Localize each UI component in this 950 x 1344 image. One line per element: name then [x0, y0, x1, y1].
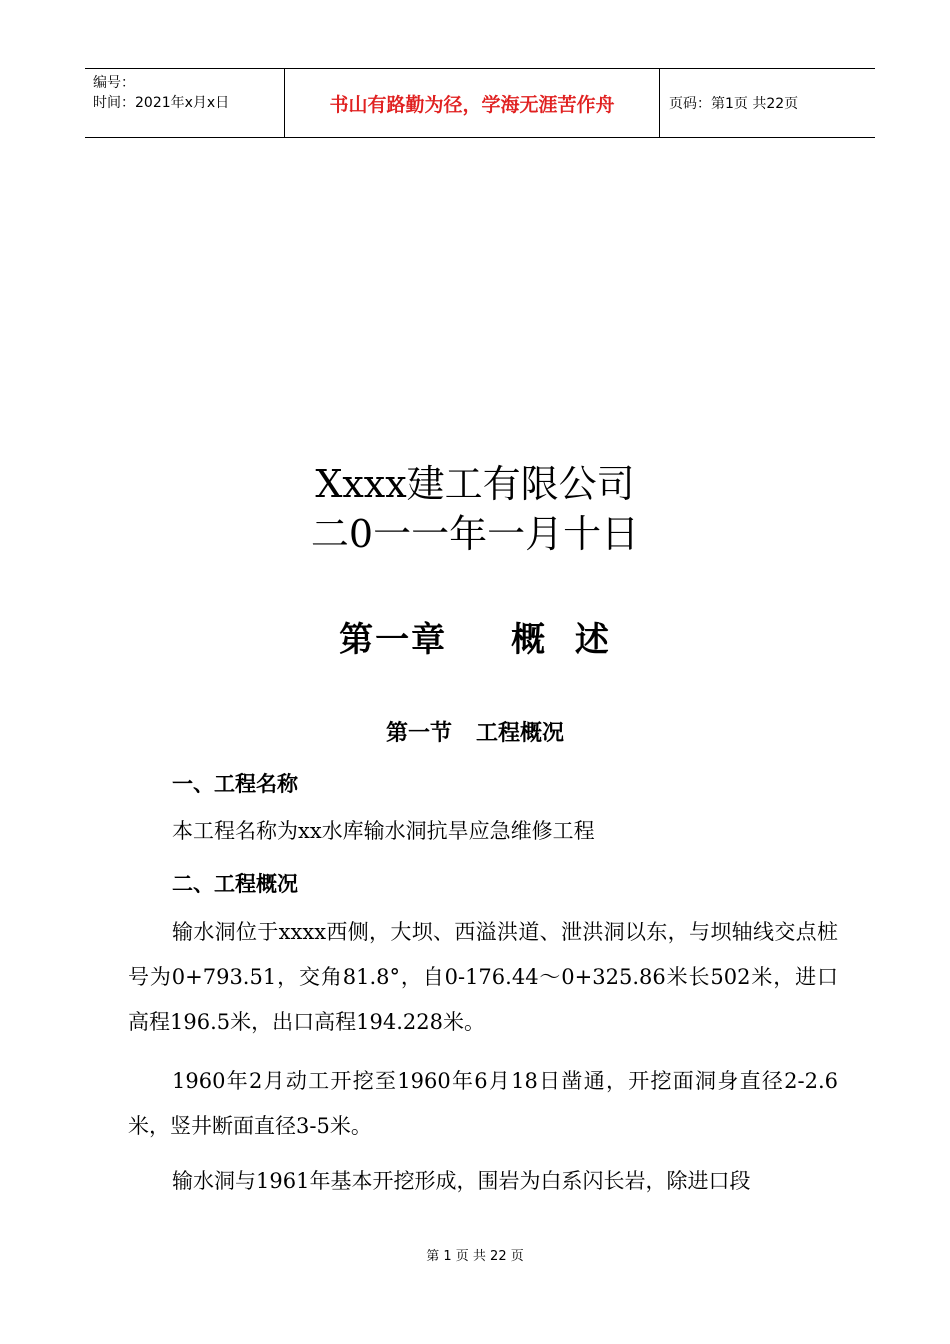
- chapter-number: 第一章: [339, 620, 448, 660]
- cover-date: 二0一一年一月十日: [310, 512, 640, 556]
- section-title: 工程概况: [476, 721, 565, 746]
- heading-project-overview: 二、工程概况: [172, 872, 298, 896]
- page-header: [85, 68, 875, 138]
- page-footer: 第 1 页 共 22 页: [426, 1249, 524, 1264]
- header-page-info: 页码：第1页 共22页: [669, 96, 799, 112]
- section-number: 第一节: [385, 721, 452, 746]
- paragraph-project-name: 本工程名称为xx水库输水洞抗旱应急维修工程: [172, 819, 595, 843]
- heading-project-name: 一、工程名称: [172, 772, 298, 796]
- paragraph-overview-1: 输水洞位于xxxx西侧，大坝、西溢洪道、泄洪洞以东，与坝轴线交点桩号为0+793.51，交角81.8°，自0-176.44～0+325.86米长502米，进口高程196.5米，出口高程194.228米。: [128, 920, 838, 1034]
- header-motto: 书山有路勤为径，学海无涯苦作舟: [285, 69, 660, 137]
- header-meta: [85, 69, 285, 137]
- chapter-title: 概 述: [511, 620, 611, 660]
- paragraph-overview-2: 1960年2月动工开挖至1960年6月18日凿通，开挖面洞身直径2-2.6米，竖井断面直径3-5米。: [128, 1069, 838, 1138]
- chapter-heading: [0, 612, 950, 661]
- company-name: Xxxx建工有限公司: [315, 462, 635, 506]
- section-heading: [0, 716, 950, 747]
- paragraph-overview-3: 输水洞与1961年基本开挖形成，围岩为白系闪长岩，除进口段: [172, 1169, 751, 1193]
- number-label: 编号：: [93, 75, 135, 91]
- time-label: 时间：2021年x月x日: [93, 95, 230, 111]
